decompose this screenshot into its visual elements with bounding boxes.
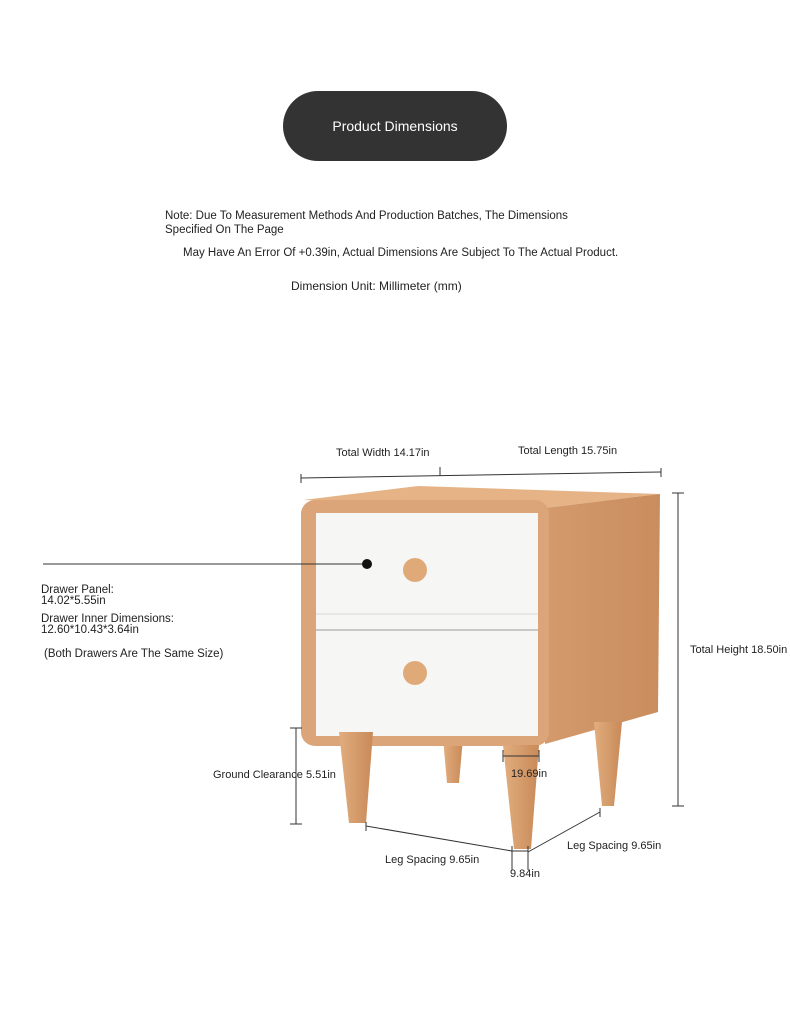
leg-spacing-front-label: Leg Spacing 9.65in xyxy=(385,854,480,866)
drawer-inner-label: Drawer Inner Dimensions: xyxy=(41,613,174,625)
total-width-label: Total Width 14.17in xyxy=(336,447,430,459)
drawer-info xyxy=(41,585,174,636)
total-height-label: Total Height 18.50in xyxy=(690,644,788,656)
drawer-pointer-dot xyxy=(362,559,372,569)
back-right-leg xyxy=(594,722,622,806)
drawer-inner-value: 12.60*10.43*3.64in xyxy=(41,624,139,636)
drawer-panel-label: Drawer Panel: xyxy=(41,584,114,596)
cabinet-side xyxy=(545,494,660,744)
bottom-drawer-knob xyxy=(403,661,427,685)
drawer-same-size-note: (Both Drawers Are The Same Size) xyxy=(44,648,224,660)
leg-width-label: 19.69in xyxy=(511,768,548,780)
front-left-leg xyxy=(339,732,373,823)
leg-bottom-label: 9.84in xyxy=(510,868,540,880)
bottom-drawer xyxy=(316,614,538,736)
drawer-panel-value: 14.02*5.55in xyxy=(41,595,106,607)
error-note: May Have An Error Of +0.39in, Actual Dimensions Are Subject To The Actual Product. xyxy=(183,247,619,259)
measurement-note: Note: Due To Measurement Methods And Production Batches, The Dimensions Specified On The Page xyxy=(165,210,568,236)
front-right-leg xyxy=(503,745,539,849)
badge-title: Product Dimensions xyxy=(332,118,458,134)
top-drawer-knob xyxy=(403,558,427,582)
top-drawer xyxy=(316,513,538,629)
ground-clearance-label: Ground Clearance 5.51in xyxy=(213,769,336,781)
leg-spacing-side-label: Leg Spacing 9.65in xyxy=(567,840,662,852)
total-length-label: Total Length 15.75in xyxy=(518,445,618,457)
dimension-unit: Dimension Unit: Millimeter (mm) xyxy=(291,279,462,293)
